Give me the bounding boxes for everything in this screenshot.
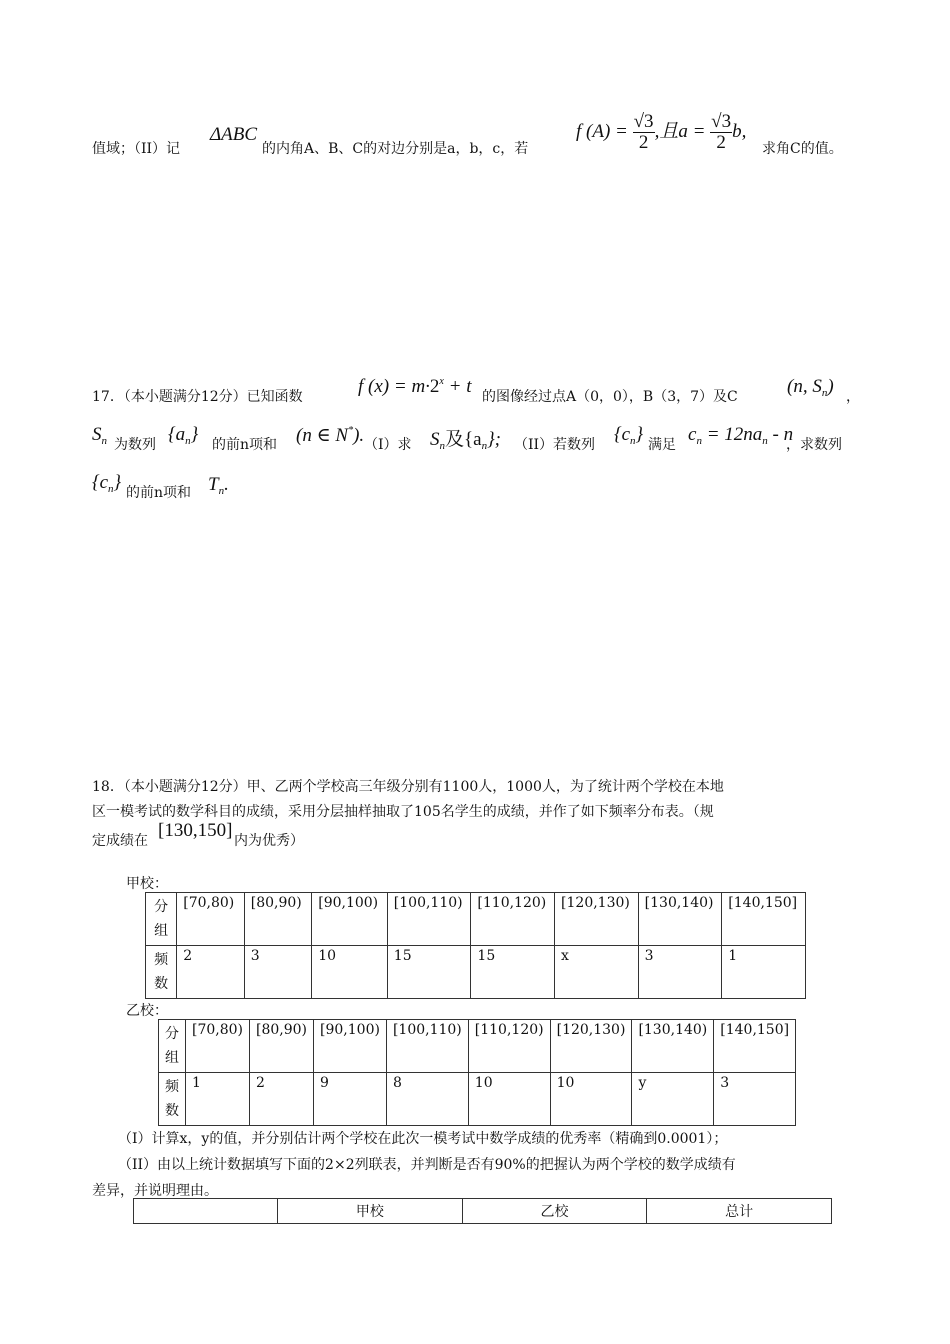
freq-cell: 9 xyxy=(314,1073,387,1126)
q17-tn-sub: n xyxy=(218,485,225,497)
group-cell: [140,150] xyxy=(714,1020,796,1073)
q18-line3-b: 内为优秀） xyxy=(234,833,304,849)
q16-formula xyxy=(576,112,746,153)
q18-interval: [130,150] xyxy=(158,820,233,841)
freq-cell: 10 xyxy=(312,946,388,999)
q17-func xyxy=(358,376,471,398)
group-cell: [120,130) xyxy=(555,893,639,946)
q17-sn-sub: n xyxy=(101,435,107,447)
contingency-table xyxy=(133,1198,832,1224)
q17-formula-rhs: = 12na xyxy=(701,424,763,445)
q18-part2-b: 差异，并说明理由。 xyxy=(92,1183,218,1199)
q16-frac-1 xyxy=(633,112,655,153)
table-b-group-header: 分组 xyxy=(159,1020,186,1073)
q17-cn-open: {c xyxy=(614,424,631,445)
q17-ji: 及{a xyxy=(445,429,482,450)
group-cell: [110,120) xyxy=(468,1020,550,1073)
q17-formula-minus: - n xyxy=(767,424,794,445)
contingency-header-blank xyxy=(134,1199,278,1224)
q17-cond-close: ). xyxy=(353,425,365,446)
q16-text-middle: 的内角A、B、C的对边分别是a，b，c，若 xyxy=(262,141,529,157)
freq-cell: 1 xyxy=(722,946,806,999)
q17-sn-an xyxy=(430,424,501,452)
q17-an-close: } xyxy=(190,424,199,445)
q16-fa: f (A) = xyxy=(576,120,628,142)
q17-dot: · xyxy=(425,376,430,397)
q17-tn-t: T xyxy=(208,474,219,495)
q17-point-c-open: (n, S xyxy=(787,376,822,397)
table-a-group-row xyxy=(146,893,806,946)
q17-an-sub: n xyxy=(185,435,191,447)
q17-tail: 的前n项和 xyxy=(126,485,192,501)
q17-brace-semi: }; xyxy=(487,429,501,450)
q17-cn2-sub: n xyxy=(108,483,114,495)
q17-cn2-close: } xyxy=(113,472,122,493)
q17-formula xyxy=(688,424,793,447)
q17-cn2-open: {c xyxy=(92,472,109,493)
q17-sn-an-sub2: n xyxy=(481,440,488,452)
group-cell: [70,80) xyxy=(177,893,245,946)
q17-two: 2 xyxy=(429,376,440,397)
group-cell: [90,100) xyxy=(314,1020,387,1073)
q17-seq-text: 为数列 xyxy=(114,437,156,453)
q16-b: b, xyxy=(732,120,747,142)
q17-cn-close: } xyxy=(635,424,644,445)
group-cell: [80,90) xyxy=(250,1020,314,1073)
contingency-header-row xyxy=(134,1199,832,1224)
frequency-table-b xyxy=(158,1019,796,1126)
group-cell: [120,130) xyxy=(550,1020,632,1073)
q16-frac-2-num: √3 xyxy=(711,111,732,132)
q18-part1: （I）计算x，y的值，并分别估计两个学校在此次一模考试中数学成绩的优秀率（精确到0.0001）； xyxy=(118,1131,728,1147)
q17-cond xyxy=(296,424,364,447)
q16-and-a: ,且a = xyxy=(654,120,706,142)
contingency-header-school-b: 乙校 xyxy=(462,1199,647,1224)
freq-cell: 15 xyxy=(471,946,555,999)
q16-text-start: 值域；（II）记 xyxy=(92,141,181,157)
q16-frac-1-den: 2 xyxy=(638,131,649,153)
freq-cell: y xyxy=(632,1073,714,1126)
q16-frac-2-den: 2 xyxy=(716,131,726,153)
group-cell: [100,110) xyxy=(387,893,471,946)
group-cell: [70,80) xyxy=(186,1020,250,1073)
table-b-group-row xyxy=(159,1020,796,1073)
school-b-label: 乙校： xyxy=(126,1003,168,1019)
contingency-header-total: 总计 xyxy=(647,1199,832,1224)
q17-cn-seq xyxy=(614,424,643,447)
q17-tn xyxy=(208,474,229,497)
freq-cell: 15 xyxy=(387,946,471,999)
q17-formula-sub2: n xyxy=(762,435,768,447)
freq-cell: 2 xyxy=(250,1073,314,1126)
group-cell: [130,140) xyxy=(638,893,722,946)
q17-cn-seq2 xyxy=(92,472,121,495)
freq-cell: 3 xyxy=(714,1073,796,1126)
q17-sn-an-s: S xyxy=(430,429,440,450)
q17-tn-period: . xyxy=(224,474,229,495)
school-a-label: 甲校： xyxy=(126,876,168,892)
group-cell: [100,110) xyxy=(386,1020,468,1073)
freq-cell: 10 xyxy=(550,1073,632,1126)
contingency-header-school-a: 甲校 xyxy=(278,1199,463,1224)
q17-sum-text: 的前n项和 xyxy=(212,437,278,453)
q17-cn-sub: n xyxy=(630,435,636,447)
freq-cell: 2 xyxy=(177,946,245,999)
q16-frac-2 xyxy=(710,112,732,153)
q17-point-c xyxy=(787,376,834,399)
q17-lead: 17．（本小题满分12分）已知函数 xyxy=(92,389,303,405)
q17-sn-an-sub1: n xyxy=(439,440,445,452)
q17-ask: ，求数列 xyxy=(786,437,842,453)
q16-abc: ΔABC xyxy=(210,124,258,145)
q17-part1: （I）求 xyxy=(364,437,412,453)
q17-after-func: 的图像经过点A（0，0），B（3，7）及C xyxy=(482,389,738,405)
table-b-freq-row xyxy=(159,1073,796,1126)
q17-an-open: {a xyxy=(168,424,186,445)
q17-point-c-sub: n xyxy=(821,387,828,399)
group-cell: [90,100) xyxy=(312,893,388,946)
q16-frac-1-num: √3 xyxy=(633,111,654,132)
frequency-table-a xyxy=(145,892,806,999)
table-a-group-header: 分组 xyxy=(146,893,177,946)
q16-text-end: 求角C的值。 xyxy=(762,141,843,157)
q17-cond-open: (n ∈ N xyxy=(296,425,349,446)
freq-cell: 1 xyxy=(186,1073,250,1126)
table-b-freq-header: 频数 xyxy=(159,1073,186,1126)
freq-cell: 8 xyxy=(386,1073,468,1126)
group-cell: [140,150] xyxy=(722,893,806,946)
q17-formula-sub1: n xyxy=(696,435,702,447)
q17-part2: （II）若数列 xyxy=(514,437,596,453)
q17-cond-star: * xyxy=(348,425,354,436)
q18-line3-a: 定成绩在 xyxy=(92,833,148,849)
q17-sup-x: x xyxy=(439,376,444,387)
group-cell: [80,90) xyxy=(244,893,312,946)
freq-cell: x xyxy=(555,946,639,999)
q17-comma: ， xyxy=(846,389,860,405)
q17-plus-t: + t xyxy=(443,376,472,397)
q18-line1: 18．（本小题满分12分）甲、乙两个学校高三年级分别有1100人，1000人，为了统计两个学校在本地 xyxy=(92,779,724,795)
freq-cell: 3 xyxy=(638,946,722,999)
table-a-freq-row xyxy=(146,946,806,999)
q18-line2: 区一模考试的数学科目的成绩，采用分层抽样抽取了105名学生的成绩，并作了如下频率分布表。（规 xyxy=(92,804,714,820)
q18-part2-a: （II）由以上统计数据填写下面的2×2列联表，并判断是否有90%的把握认为两个学校的数学成绩有 xyxy=(118,1157,736,1173)
group-cell: [110,120) xyxy=(471,893,555,946)
q17-sn-s: S xyxy=(92,424,102,445)
freq-cell: 3 xyxy=(244,946,312,999)
q17-point-c-close: ) xyxy=(827,376,834,397)
q17-an-seq xyxy=(168,424,198,447)
q17-satisfy: 满足 xyxy=(648,437,676,453)
q17-formula-c: c xyxy=(688,424,697,445)
group-cell: [130,140) xyxy=(632,1020,714,1073)
table-a-freq-header: 频数 xyxy=(146,946,177,999)
freq-cell: 10 xyxy=(468,1073,550,1126)
q17-func-lhs: f (x) = m xyxy=(358,376,426,397)
q17-sn xyxy=(92,424,107,447)
